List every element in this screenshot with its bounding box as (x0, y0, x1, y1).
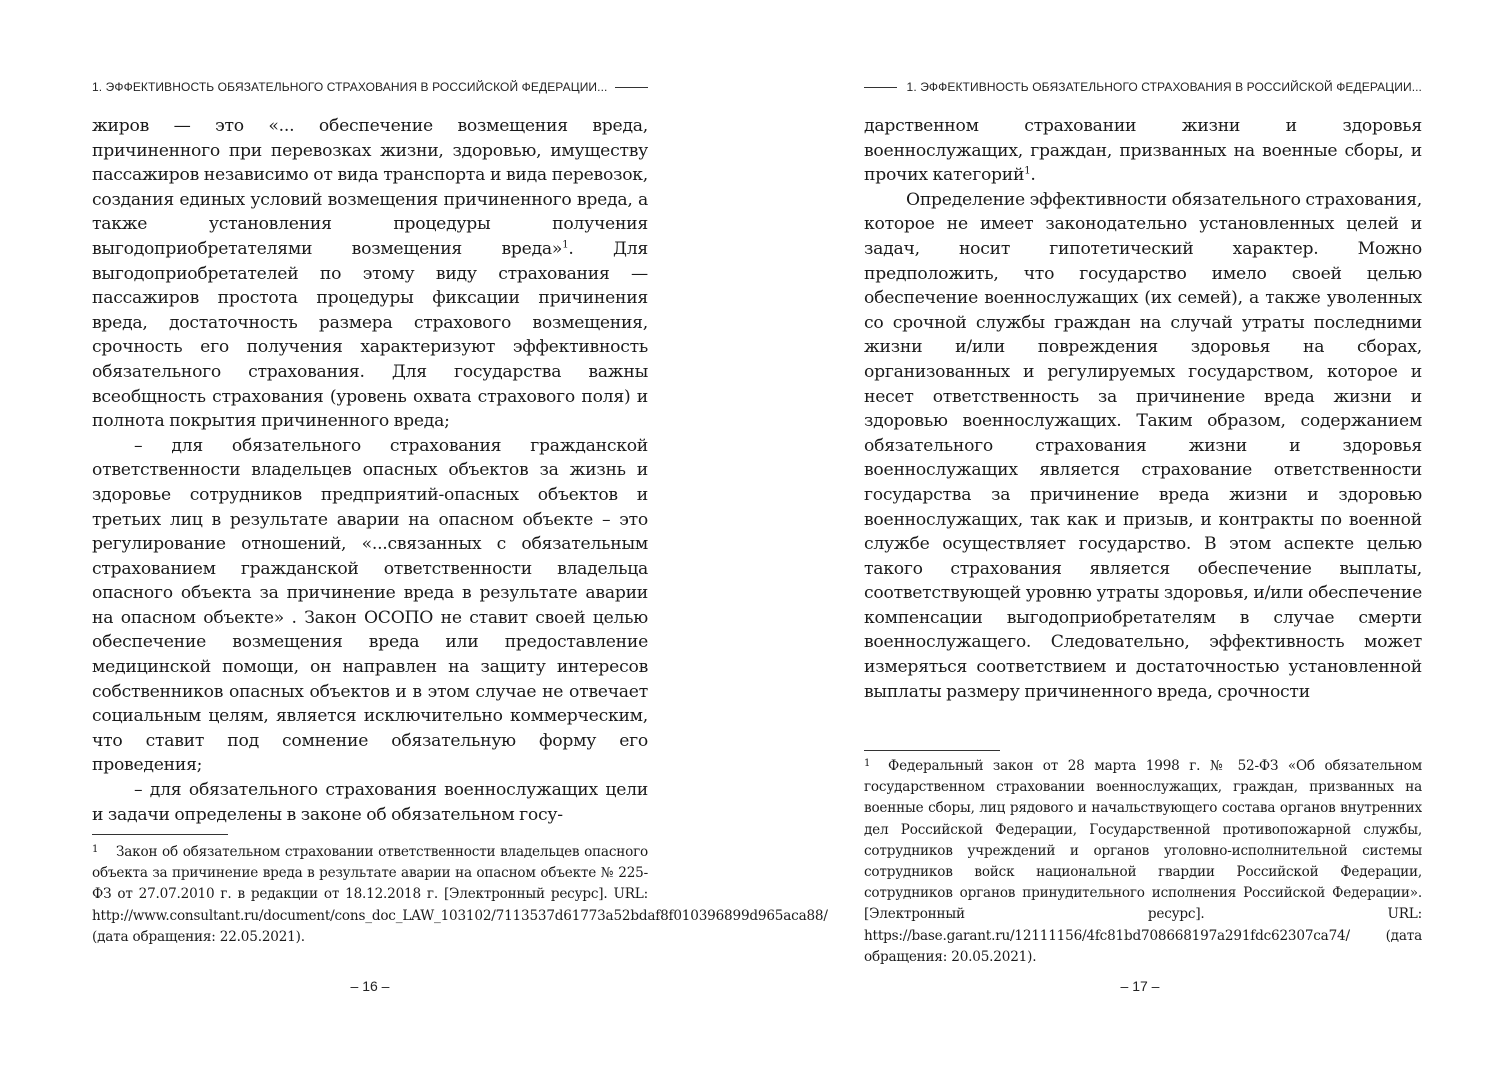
running-head-text: 1. ЭФФЕКТИВНОСТЬ ОБЯЗАТЕЛЬНОГО СТРАХОВАНИЯ В РОССИЙСКОЙ ФЕДЕРАЦИИ... (92, 80, 608, 94)
body-text (864, 114, 1422, 704)
footnote-number: 1 (864, 758, 871, 769)
footnote-rule (92, 834, 228, 835)
footnote-rule (864, 750, 1000, 751)
paragraph: Определение эффективности обязательного страхования, которое не имеет законодательно установленных целей и задач, носит гипотетический характер. Можно предположить, что государство имело своей целью обеспечение военнослужащих (их семей), а также уволенных со срочной службы граждан на случай утраты последними жизни и/или повреждения здоровья на сборах, организованных и регулируемых государством, которое и несет ответственность за причинение вреда жизни и здоровью военнослужащих. Таким образом, содержанием обязательного страхования жизни и здоровья военнослужащих является страхование ответственности государства за причинение вреда жизни и здоровью военнослужащих, так как и призыв, и контракты по военной службе осуществляет государство. В этом аспекте целью такого страхования является обеспечение выплаты, соответствующей уровню утраты здоровья, и/или обеспечение компенсации выгодоприобретателям в случае смерти военнослужащего. Следовательно, эффективность может измеряться соответствием и достаточностью установленной выплаты размеру причиненного вреда, срочности (864, 189, 1422, 702)
paragraph (92, 114, 648, 434)
paragraph-text: . Для выгодоприобретателей по этому виду страхования — пассажиров простота процедуры фиксации причинения вреда, достаточность размера страхового возмещения, срочность его получения характеризуют эффективность обязательного страхования. Для государства важны всеобщность страхования (уровень охвата страхового поля) и полнота покрытия причиненного вреда; (92, 238, 648, 432)
paragraph-text: дарственном страховании жизни и здоровья военнослужащих, граждан, призванных на военные сборы, и прочих категорий (864, 116, 1422, 186)
running-head-text: 1. ЭФФЕКТИВНОСТЬ ОБЯЗАТЕЛЬНОГО СТРАХОВАНИЯ В РОССИЙСКОЙ ФЕДЕРАЦИИ... (906, 80, 1422, 94)
footnote-reference: 1 (562, 239, 569, 251)
footnote-text: Федеральный закон от 28 марта 1998 г. № 52-ФЗ «Об обязательном государственном страховании военнослужащих, граждан, призванных на военные сборы, лиц рядового и начальствующего состава органов внутренних дел Российской Федерации, Государственной противопожарной службы, сотрудников учреждений и органов уголовно-исполнительной системы сотрудников войск национальной гвардии Российской Федерации, сотрудников органов принудительного исполнения Российской Федерации». [Электронный ресурс]. URL: https://base.garant.ru/12111156/4fc81bd708668197a291fdc62307ca74/ (дата обращения: 20.05.2021). (864, 758, 1422, 965)
running-head-rule (864, 87, 897, 88)
running-head (92, 80, 648, 94)
running-head (864, 80, 1422, 94)
paragraph-text: жиров — это «... обеспечение возмещения вреда, причиненного при перевозках жизни, здоровью, имуществу пассажиров независимо от вида транспорта и вида перевозок, создания единых условий возмещения причиненного вреда, а также установления процедуры получения выгодоприобретателями возмещения вреда» (92, 116, 648, 259)
page-number: – 16 – (350, 978, 390, 994)
right-page (756, 0, 1512, 1080)
body-text (92, 114, 648, 827)
footnote-reference: 1 (1024, 165, 1031, 177)
page-number: – 17 – (1120, 978, 1160, 994)
footnote (92, 842, 828, 948)
running-head-rule (615, 87, 648, 88)
paragraph (864, 114, 1422, 188)
paragraph: – для обязательного страхования военнослужащих цели и задачи определены в законе об обязательном госу- (92, 780, 648, 825)
footnote (864, 756, 1422, 968)
footnote-number: 1 (92, 844, 99, 855)
paragraph-text: . (1030, 165, 1036, 186)
paragraph: – для обязательного страхования гражданской ответственности владельцев опасных объектов за жизнь и здоровье сотрудников предприятий-опасных объектов и третьих лиц в результате аварии на опасном объекте – это регулирование отношений, «...связанных с обязательным страхованием гражданской ответственности владельца опасного объекта за причинение вреда в результате аварии на опасном объекте» . Закон ОСОПО не ставит своей целью обеспечение возмещения вреда или предоставление медицинской помощи, он направлен на защиту интересов собственников опасных объектов и в этом случае не отвечает социальным целям, является исключительно коммерческим, что ставит под сомнение обязательную форму его проведения; (92, 435, 648, 776)
footnote-text: Закон об обязательном страховании ответственности владельцев опасного объекта за причинение вреда в результате аварии на опасном объекте № 225-ФЗ от 27.07.2010 г. в редакции от 18.12.2018 г. [Электронный ресурс]. URL: http://www.consultant.ru/document/cons_doc_LAW_103102/7113537d61773a52bdaf8f010396899d965aca88/ (дата обращения: 22.05.2021). (92, 844, 828, 945)
